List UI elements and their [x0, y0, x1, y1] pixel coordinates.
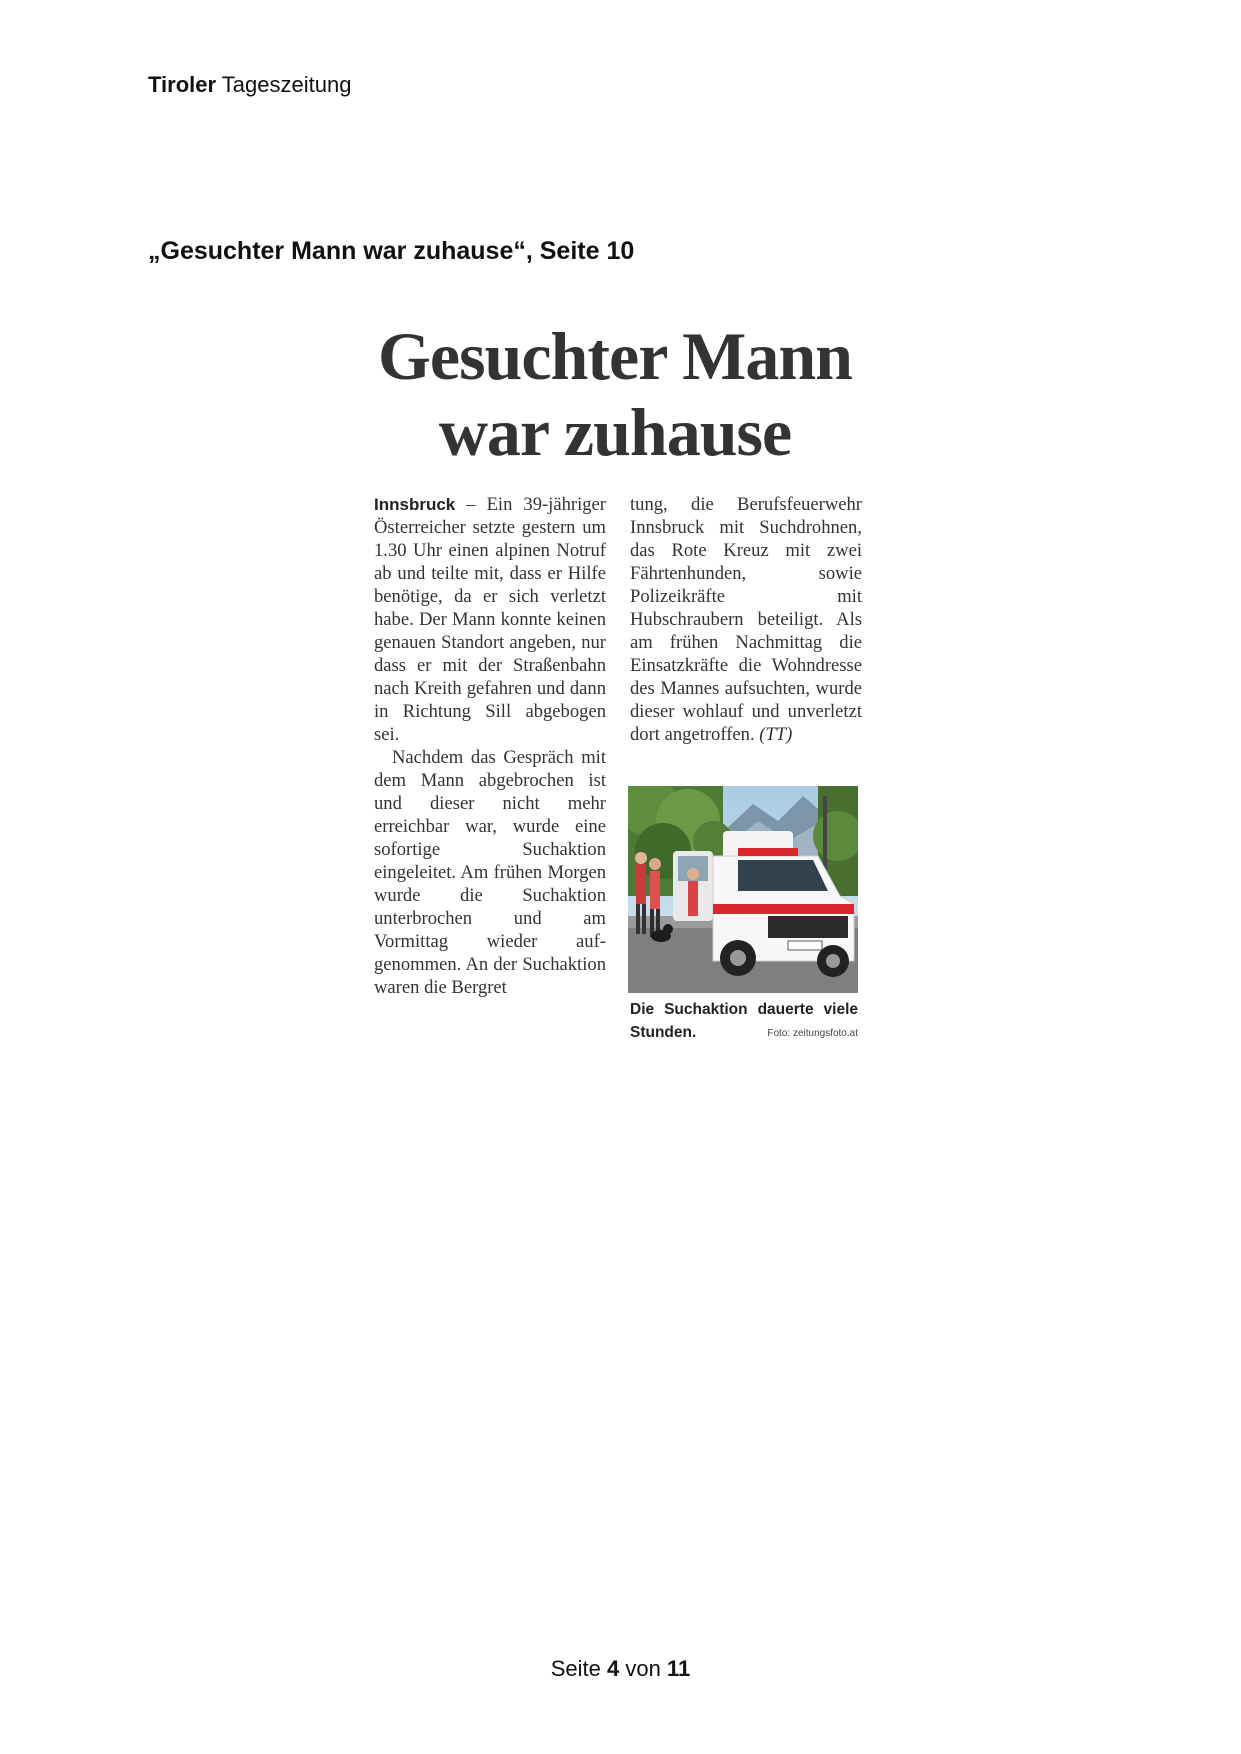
photo-rescue-vehicle-illustration [628, 786, 858, 993]
author-credit: (TT) [759, 724, 793, 745]
headline-line-2: war zuhause [438, 394, 792, 470]
page-number-total: 11 [667, 1656, 691, 1681]
article-paragraph-2: Nachdem das Gespräch mit dem Mann abgebrochen ist und dieser nicht mehr erreichbar war, wurde eine sofortige Suchaktion eingeleitet. Am frühen Morgen wurde die Suchaktion unterbrochen und am Vormittag wieder aufgenommen. An der Suchaktion waren die Bergret [374, 747, 606, 998]
newspaper-clipping [370, 318, 860, 1048]
paragraph-1-text: – Ein 39-jähriger Österreicher setzte gestern um 1.30 Uhr einen alpinen Notruf ab und teilte mit, dass er Hilfe benötige, da er sich verletzt habe. Der Mann konnte keinen genauen Standort angeben, nur dass er mit der Straßenbahn nach Kreith gefahren und dann in Richtung Sill abgebogen sei. [374, 494, 606, 745]
page-number-prefix: Seite [550, 1656, 601, 1681]
article-column-right [630, 493, 862, 746]
dateline: Innsbruck [374, 495, 456, 514]
page-number-current: 4 [607, 1656, 620, 1681]
article-reference: „Gesuchter Mann war zuhause“, Seite 10 [148, 237, 635, 265]
article-column-left [374, 493, 606, 999]
article-headline [370, 318, 860, 470]
photo-credit: Foto: zeitungsfoto.at [767, 1028, 858, 1039]
page-number-middle: von [625, 1656, 661, 1681]
publication-name-bold: Tiroler [148, 72, 217, 97]
publication-name [148, 72, 351, 98]
article-paragraph-1 [374, 493, 606, 746]
paragraph-2-continued-text: tung, die Berufsfeuerwehr Innsbruck mit Suchdrohnen, das Rote Kreuz mit zwei Fährtenhunden, sowie Polizeikräfte mit Hubschraubern beteiligt. Als am frühen Nachmittag die Einsatzkräfte die Wohndresse des Mannes aufsuchten, wurde dieser wohlauf und unverletzt dort angetroffen. [630, 494, 862, 745]
page-number [0, 1656, 1241, 1682]
article-photo [628, 786, 858, 993]
article-paragraph-2-continued [630, 493, 862, 746]
headline-line-1: Gesuchter Mann [378, 318, 852, 394]
publication-name-regular: Tageszeitung [221, 72, 352, 97]
photo-caption: Die Suchaktion dauerte viele Stunden. [630, 1001, 858, 1041]
